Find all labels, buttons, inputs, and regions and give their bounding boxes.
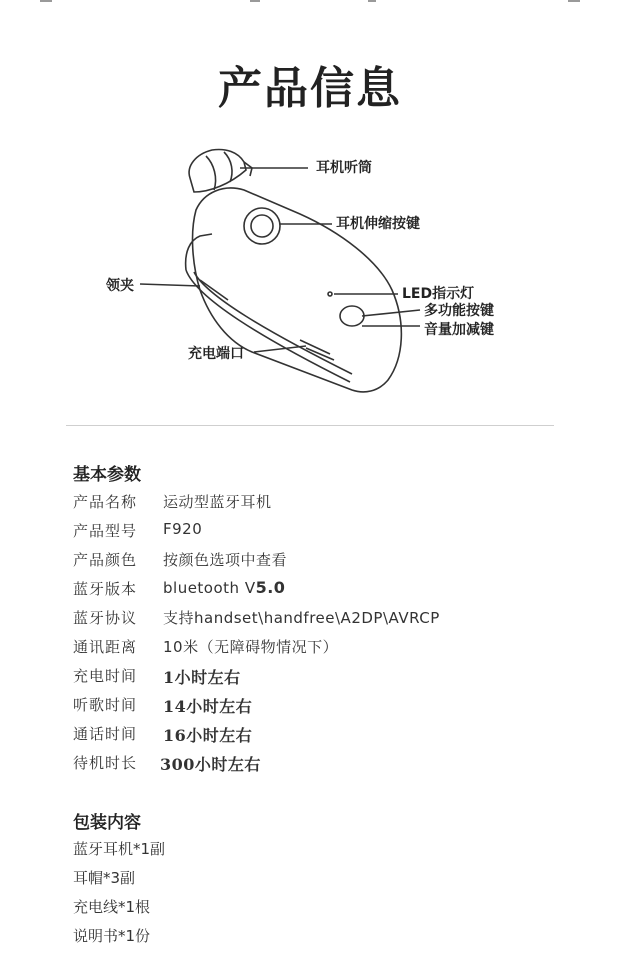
spec-value: 14小时左右 (163, 697, 253, 716)
spec-value: 16小时左右 (163, 726, 253, 745)
callout-retract-button: 耳机伸缩按键 (336, 216, 420, 232)
top-edge-marks (0, 0, 620, 6)
bluetooth-version: 5.0 (255, 578, 286, 597)
specs-heading: 基本参数 (73, 465, 141, 485)
section-divider (66, 425, 554, 426)
package-item: 蓝牙耳机*1副 (73, 840, 166, 858)
spec-value: 按颜色选项中查看 (163, 551, 288, 569)
package-item: 耳帽*3副 (73, 869, 136, 887)
callout-collar-clip: 领夹 (106, 278, 134, 294)
spec-label: 产品名称 (73, 493, 138, 511)
spec-value: F920 (163, 520, 203, 538)
spec-label: 蓝牙协议 (73, 609, 138, 627)
product-diagram (0, 140, 620, 400)
spec-label: 听歌时间 (73, 696, 138, 714)
spec-label: 通讯距离 (73, 638, 138, 656)
callout-volume-button: 音量加减键 (424, 322, 494, 338)
callout-earpiece: 耳机听筒 (316, 160, 372, 176)
earphone-illustration (0, 140, 620, 400)
spec-value (163, 578, 285, 597)
spec-label: 待机时长 (73, 754, 138, 772)
package-item: 说明书*1份 (73, 927, 151, 945)
spec-value: 10米（无障碍物情况下） (163, 638, 339, 656)
spec-label: 充电时间 (73, 667, 138, 685)
spec-value: 运动型蓝牙耳机 (163, 493, 272, 511)
spec-label: 产品颜色 (73, 551, 138, 569)
spec-label: 蓝牙版本 (73, 580, 138, 598)
callout-led-indicator: LED指示灯 (402, 286, 475, 302)
spec-value: 支持handset\handfree\A2DP\AVRCP (163, 609, 440, 627)
spec-label: 产品型号 (73, 522, 138, 540)
package-item: 充电线*1根 (73, 898, 151, 916)
bluetooth-prefix: bluetooth V (163, 579, 256, 597)
spec-value: 1小时左右 (163, 668, 241, 687)
spec-label: 通话时间 (73, 725, 138, 743)
package-heading: 包装内容 (73, 813, 141, 833)
callout-charging-port: 充电端口 (188, 346, 244, 362)
page-title: 产品信息 (218, 63, 402, 114)
callout-multifunction-button: 多功能按键 (424, 303, 494, 319)
spec-value: 300小时左右 (160, 755, 261, 774)
